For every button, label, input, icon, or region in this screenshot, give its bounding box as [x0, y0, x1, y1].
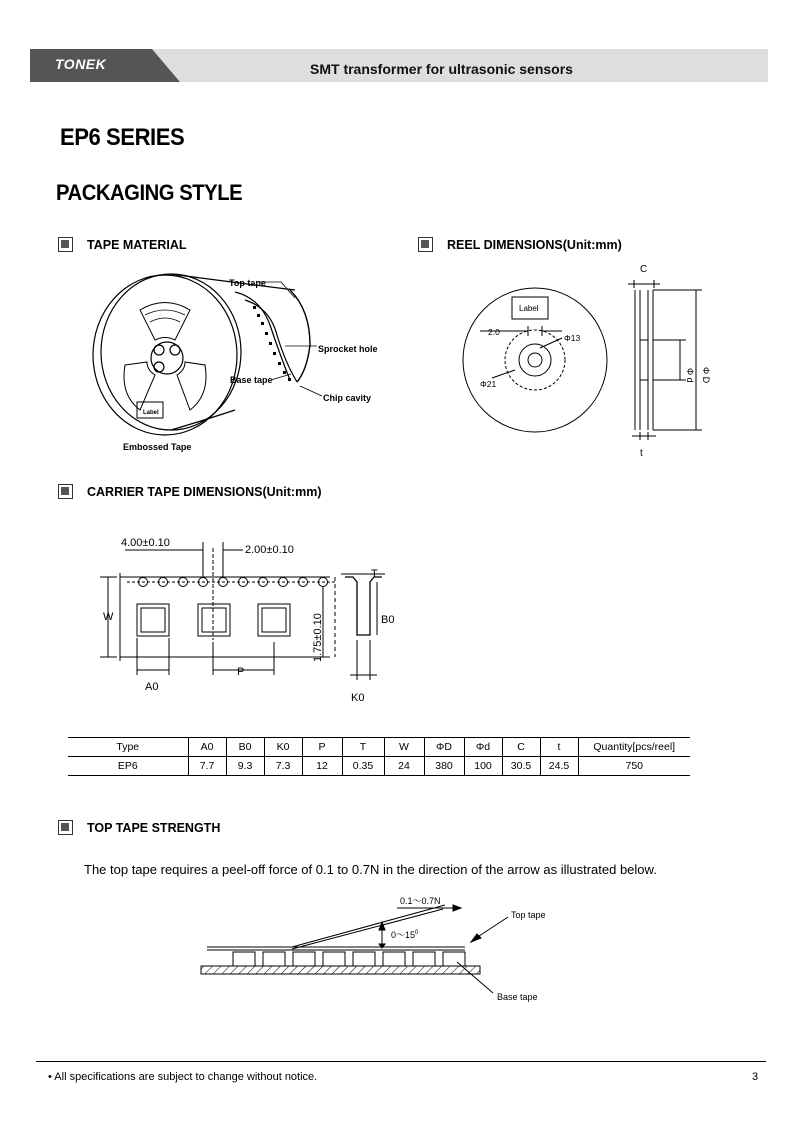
- dim-B0: B0: [381, 614, 395, 626]
- section-label: TAPE MATERIAL: [87, 237, 187, 252]
- embossed-tape-reel-figure: [85, 270, 405, 460]
- section-tape-material: [58, 237, 187, 252]
- dim-K0: K0: [351, 692, 365, 704]
- dim-2-0: 2.0: [488, 327, 500, 337]
- carrier-tape-figure: [95, 530, 425, 710]
- reel-label-text: Label: [143, 410, 159, 416]
- footer-divider: [36, 1061, 766, 1062]
- col-header: Type: [68, 738, 188, 757]
- table-cell: 380: [424, 757, 464, 776]
- dim-phi-13: Φ13: [564, 333, 581, 343]
- header-title: SMT transformer for ultrasonic sensors: [310, 61, 573, 77]
- packaging-title: PACKAGING STYLE: [56, 180, 243, 205]
- col-header: B0: [226, 738, 264, 757]
- dim-P: P: [237, 666, 245, 678]
- table-cell: 7.7: [188, 757, 226, 776]
- table-header-row: [68, 738, 690, 757]
- chip-cavity-label: Chip cavity: [323, 393, 372, 403]
- col-header: K0: [264, 738, 302, 757]
- spec-table: [68, 737, 690, 776]
- top-tape-label: Top tape: [511, 910, 546, 920]
- table-cell: 100: [464, 757, 502, 776]
- base-tape-label: Base tape: [230, 375, 273, 385]
- dim-2-00: 2.00±0.10: [245, 544, 294, 556]
- reel-label-text: Label: [519, 304, 539, 313]
- col-header: A0: [188, 738, 226, 757]
- footer-note: • All specifications are subject to change without notice.: [48, 1071, 318, 1083]
- dim-4-00: 4.00±0.10: [121, 537, 170, 549]
- dim-A0: A0: [145, 681, 159, 693]
- table-cell: 12: [302, 757, 342, 776]
- col-header: P: [302, 738, 342, 757]
- peel-force-label: 0.1～0.7N: [400, 896, 441, 906]
- table-cell: 750: [578, 757, 690, 776]
- col-header: W: [384, 738, 424, 757]
- peel-angle-label: $0\sim 15^0$: [391, 930, 419, 940]
- base-tape-label: Base tape: [497, 992, 538, 1002]
- table-cell: 30.5: [502, 757, 540, 776]
- series-title: EP6 SERIES: [60, 124, 185, 151]
- section-label: TOP TAPE STRENGTH: [87, 820, 221, 835]
- col-header: C: [502, 738, 540, 757]
- section-label: REEL DIMENSIONS(Unit:mm): [447, 237, 622, 252]
- table-cell: 7.3: [264, 757, 302, 776]
- page-number: 3: [752, 1071, 759, 1083]
- dim-phi-21: Φ21: [480, 379, 497, 389]
- col-header: Φd: [464, 738, 502, 757]
- dim-c: C: [640, 264, 648, 275]
- dim-phi-d: Φ d: [685, 368, 695, 383]
- table-cell: 0.35: [342, 757, 384, 776]
- dim-T: T: [371, 568, 378, 580]
- top-tape-label: Top tape: [229, 278, 266, 288]
- section-label: CARRIER TAPE DIMENSIONS(Unit:mm): [87, 484, 322, 499]
- table-row: [68, 757, 690, 776]
- section-reel-dimensions: [418, 237, 622, 252]
- col-header: t: [540, 738, 578, 757]
- dim-t: t: [640, 448, 643, 459]
- table-cell: 9.3: [226, 757, 264, 776]
- col-header: T: [342, 738, 384, 757]
- reel-dimensions-figure: [450, 260, 730, 465]
- col-header: Quantity[pcs/reel]: [578, 738, 690, 757]
- table-cell: 24.5: [540, 757, 578, 776]
- brand-logo: TONEK: [55, 56, 107, 72]
- table-cell: EP6: [68, 757, 188, 776]
- peel-off-figure: [195, 890, 565, 1010]
- dim-W: W: [103, 611, 114, 623]
- sprocket-hole-label: Sprocket hole: [318, 344, 378, 354]
- dim-phi-D: Φ D: [701, 367, 711, 384]
- square-bullet-icon: [418, 237, 433, 252]
- table-cell: 24: [384, 757, 424, 776]
- square-bullet-icon: [58, 484, 73, 499]
- section-carrier-tape: [58, 484, 322, 499]
- square-bullet-icon: [58, 237, 73, 252]
- embossed-tape-caption: Embossed Tape: [123, 442, 192, 452]
- square-bullet-icon: [58, 820, 73, 835]
- col-header: ΦD: [424, 738, 464, 757]
- peel-force-description: The top tape requires a peel-off force of 0.1 to 0.7N in the direction of the arrow as illustrated below.: [84, 862, 657, 877]
- section-top-tape-strength: [58, 820, 220, 835]
- dim-1-75: 1.75±0.10: [312, 613, 324, 662]
